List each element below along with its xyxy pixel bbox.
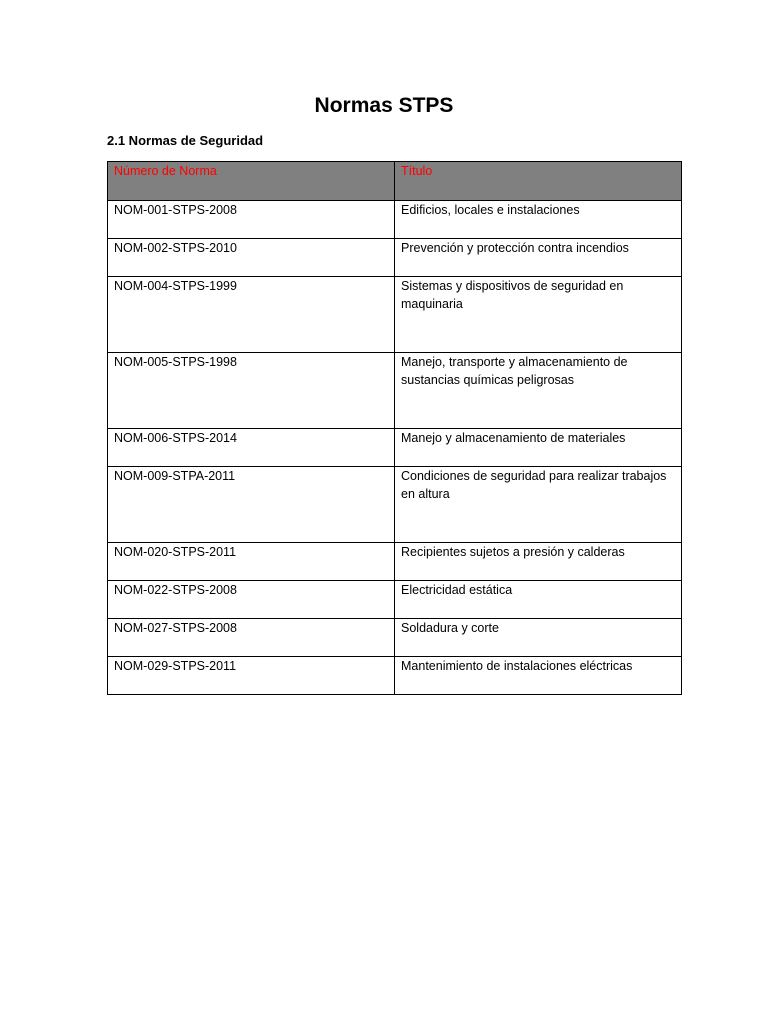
norm-number-cell: NOM-002-STPS-2010 — [108, 239, 395, 277]
norm-title-cell: Mantenimiento de instalaciones eléctricas — [395, 657, 682, 695]
norm-number-cell: NOM-004-STPS-1999 — [108, 277, 395, 353]
norm-title-cell: Prevención y protección contra incendios — [395, 239, 682, 277]
table-row — [108, 239, 682, 277]
table-row — [108, 619, 682, 657]
table-body — [108, 201, 682, 695]
norm-number-cell: NOM-006-STPS-2014 — [108, 429, 395, 467]
norm-title-cell: Condiciones de seguridad para realizar trabajos en altura — [395, 467, 682, 543]
norm-title-cell: Recipientes sujetos a presión y calderas — [395, 543, 682, 581]
header-title: Título — [395, 162, 682, 201]
norm-number-cell: NOM-005-STPS-1998 — [108, 353, 395, 429]
norm-number-cell: NOM-020-STPS-2011 — [108, 543, 395, 581]
page-title: Normas STPS — [314, 94, 454, 117]
section-heading: 2.1 Normas de Seguridad — [107, 133, 264, 148]
norm-number-cell: NOM-001-STPS-2008 — [108, 201, 395, 239]
header-norm-number: Número de Norma — [108, 162, 395, 201]
norms-table — [107, 161, 682, 695]
norm-number-cell: NOM-009-STPA-2011 — [108, 467, 395, 543]
table-header-row — [108, 162, 682, 201]
norm-number-cell: NOM-029-STPS-2011 — [108, 657, 395, 695]
norm-title-cell: Electricidad estática — [395, 581, 682, 619]
table-row — [108, 657, 682, 695]
norm-title-cell: Manejo, transporte y almacenamiento de sustancias químicas peligrosas — [395, 353, 682, 429]
table-row — [108, 277, 682, 353]
table-row — [108, 429, 682, 467]
table-row — [108, 201, 682, 239]
norm-number-cell: NOM-027-STPS-2008 — [108, 619, 395, 657]
table-row — [108, 581, 682, 619]
table-row — [108, 543, 682, 581]
norm-number-cell: NOM-022-STPS-2008 — [108, 581, 395, 619]
table-row — [108, 467, 682, 543]
table-row — [108, 353, 682, 429]
norm-title-cell: Sistemas y dispositivos de seguridad en maquinaria — [395, 277, 682, 353]
norm-title-cell: Edificios, locales e instalaciones — [395, 201, 682, 239]
norm-title-cell: Manejo y almacenamiento de materiales — [395, 429, 682, 467]
norm-title-cell: Soldadura y corte — [395, 619, 682, 657]
